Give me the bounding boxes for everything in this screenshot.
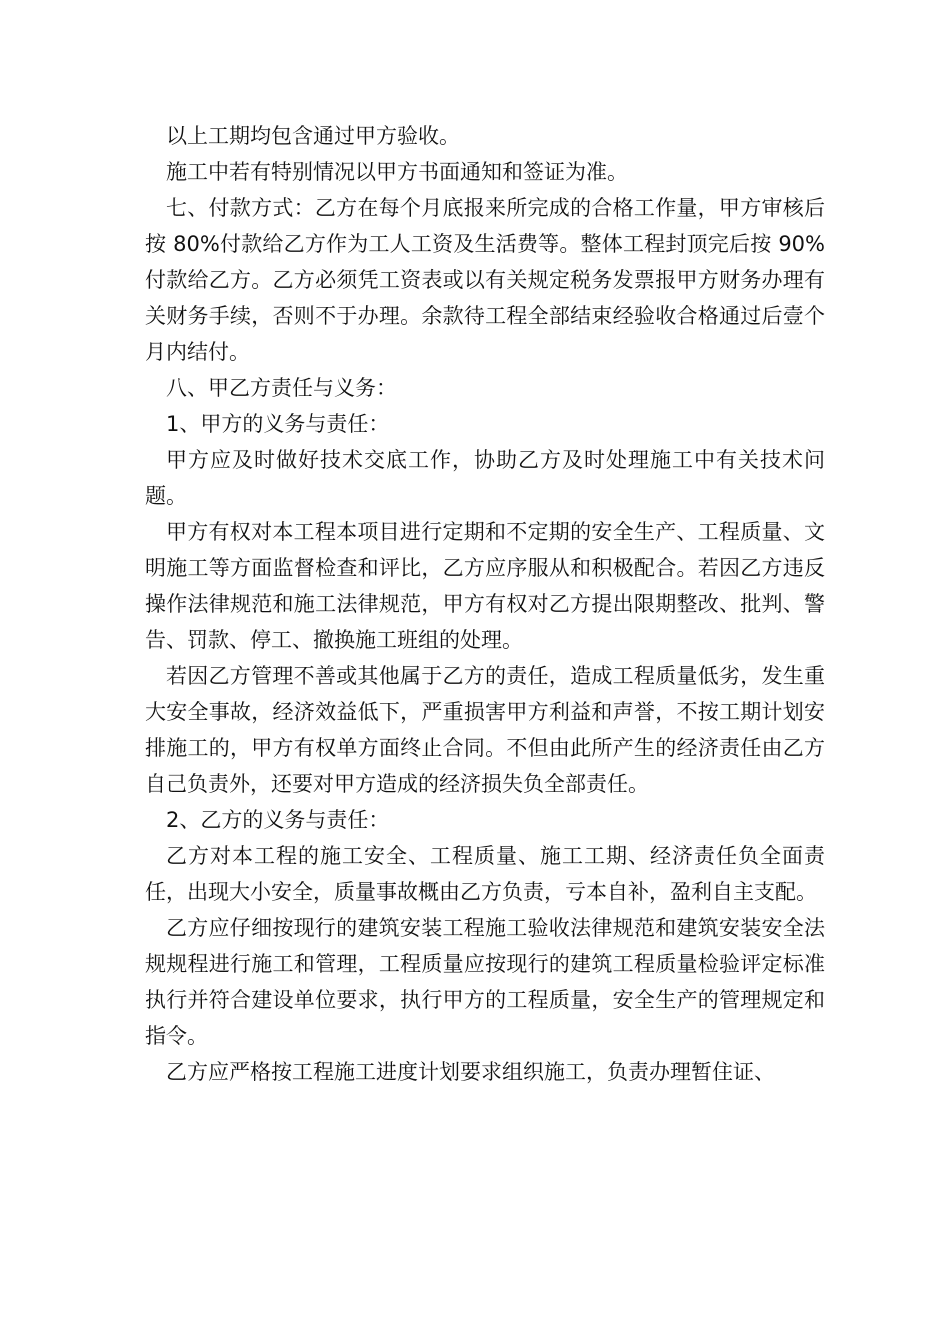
document-body	[145, 118, 825, 1090]
paragraph-payment-method: 七、付款方式：乙方在每个月底报来所完成的合格工作量，甲方审核后按 80%付款给乙方作为工人工资及生活费等。整体工程封顶完后按 90%付款给乙方。乙方必须凭工资表或以有关规定税务发票报甲方财务办理有关财务手续，否则不于办理。余款待工程全部结束经验收合格通过后壹个月内结付。	[145, 196, 825, 364]
subheading-party-a: 1、甲方的义务与责任：	[166, 412, 390, 436]
paragraph-party-b-schedule: 乙方应严格按工程施工进度计划要求组织施工，负责办理暂住证、	[166, 1060, 775, 1084]
section-heading-responsibilities: 八、甲乙方责任与义务：	[166, 376, 397, 400]
paragraph-party-b-standards: 乙方应仔细按现行的建筑安装工程施工验收法律规范和建筑安装安全法规规程进行施工和管理，工程质量应按现行的建筑工程质量检验评定标准执行并符合建设单位要求，执行甲方的工程质量，安全生产的管理规定和指令。	[145, 916, 825, 1048]
subheading-party-b: 2、乙方的义务与责任：	[166, 808, 390, 832]
paragraph-party-a-inspection: 甲方有权对本工程本项目进行定期和不定期的安全生产、工程质量、文明施工等方面监督检查和评比，乙方应序服从和积极配合。若因乙方违反操作法律规范和施工法律规范，甲方有权对乙方提出限期整改、批判、警告、罚款、停工、撤换施工班组的处理。	[145, 520, 825, 652]
paragraph-schedule-acceptance: 以上工期均包含通过甲方验收。	[166, 124, 460, 148]
paragraph-special-circumstances: 施工中若有特别情况以甲方书面通知和签证为准。	[166, 160, 628, 184]
paragraph-party-b-responsibility: 乙方对本工程的施工安全、工程质量、施工工期、经济责任负全面责任，出现大小安全，质量事故概由乙方负责，亏本自补，盈利自主支配。	[145, 844, 825, 904]
paragraph-party-a-technical: 甲方应及时做好技术交底工作，协助乙方及时处理施工中有关技术问题。	[145, 448, 825, 508]
paragraph-party-a-termination: 若因乙方管理不善或其他属于乙方的责任，造成工程质量低劣，发生重大安全事故，经济效益低下，严重损害甲方利益和声誉，不按工期计划安排施工的，甲方有权单方面终止合同。不但由此所产生的经济责任由乙方自己负责外，还要对甲方造成的经济损失负全部责任。	[145, 664, 825, 796]
